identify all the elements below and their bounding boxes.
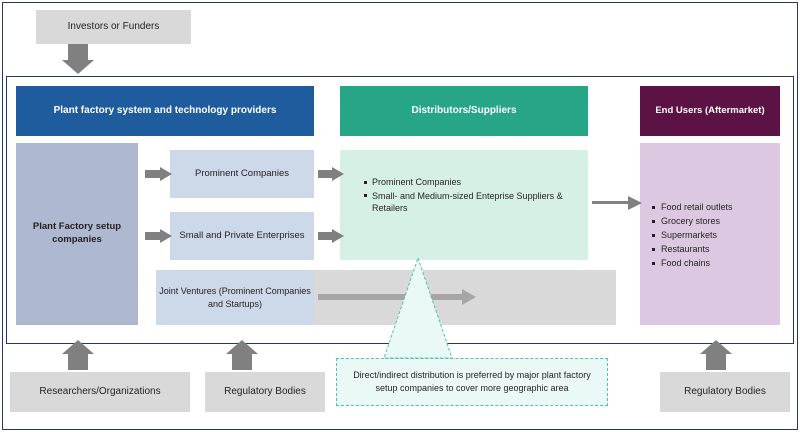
distribution-note-callout xyxy=(336,358,608,406)
end-users-list xyxy=(652,201,772,271)
end-users-content-box xyxy=(640,143,780,325)
small-private-enterprises-box xyxy=(170,212,314,260)
header-distributors-label: Distributors/Suppliers xyxy=(411,105,517,117)
header-end-users xyxy=(640,86,780,136)
list-item: Food chains xyxy=(652,257,772,271)
list-item: Supermarkets xyxy=(652,229,772,243)
researchers-organizations-box xyxy=(10,372,190,412)
prominent-companies-box xyxy=(170,150,314,198)
joint-ventures-label: Joint Ventures (Prominent Companies and Startups) xyxy=(159,286,311,309)
prominent-companies-label: Prominent Companies xyxy=(195,167,289,179)
header-plant-factory-providers xyxy=(16,86,314,136)
regulatory-bodies-left-box xyxy=(205,372,325,412)
regulatory-right-label: Regulatory Bodies xyxy=(684,386,766,398)
distributors-content-box xyxy=(340,150,588,260)
distributors-list xyxy=(354,176,578,215)
header-distributors-suppliers xyxy=(340,86,588,136)
up-arrow-regulatory-right-icon xyxy=(700,340,732,370)
distribution-note-text: Direct/indirect distribution is preferred by major plant factory setup companies to cover more geographic area xyxy=(353,370,591,393)
up-arrow-regulatory-left-icon xyxy=(226,340,258,370)
researchers-label: Researchers/Organizations xyxy=(39,386,161,398)
header-end-users-label: End Users (Aftermarket) xyxy=(655,104,765,116)
investors-or-funders-box xyxy=(36,10,191,44)
up-arrow-researchers-icon xyxy=(62,340,94,370)
list-item: Grocery stores xyxy=(652,215,772,229)
investors-label: Investors or Funders xyxy=(67,21,160,33)
list-item: Food retail outlets xyxy=(652,201,772,215)
regulatory-bodies-right-box xyxy=(660,372,790,412)
header-plant-factory-label: Plant factory system and technology providers xyxy=(53,105,277,117)
small-private-enterprises-label: Small and Private Enterprises xyxy=(179,229,305,241)
list-item: Restaurants xyxy=(652,243,772,257)
regulatory-left-label: Regulatory Bodies xyxy=(224,386,306,398)
setup-companies-label: Plant Factory setup companies xyxy=(32,221,122,245)
joint-ventures-box xyxy=(156,270,314,325)
list-item: Small- and Medium-sized Enteprise Suppliers & Retailers xyxy=(364,190,578,215)
list-item: Prominent Companies xyxy=(364,176,578,189)
plant-factory-setup-companies-box xyxy=(16,143,138,325)
down-arrow-investors-icon xyxy=(62,44,94,74)
